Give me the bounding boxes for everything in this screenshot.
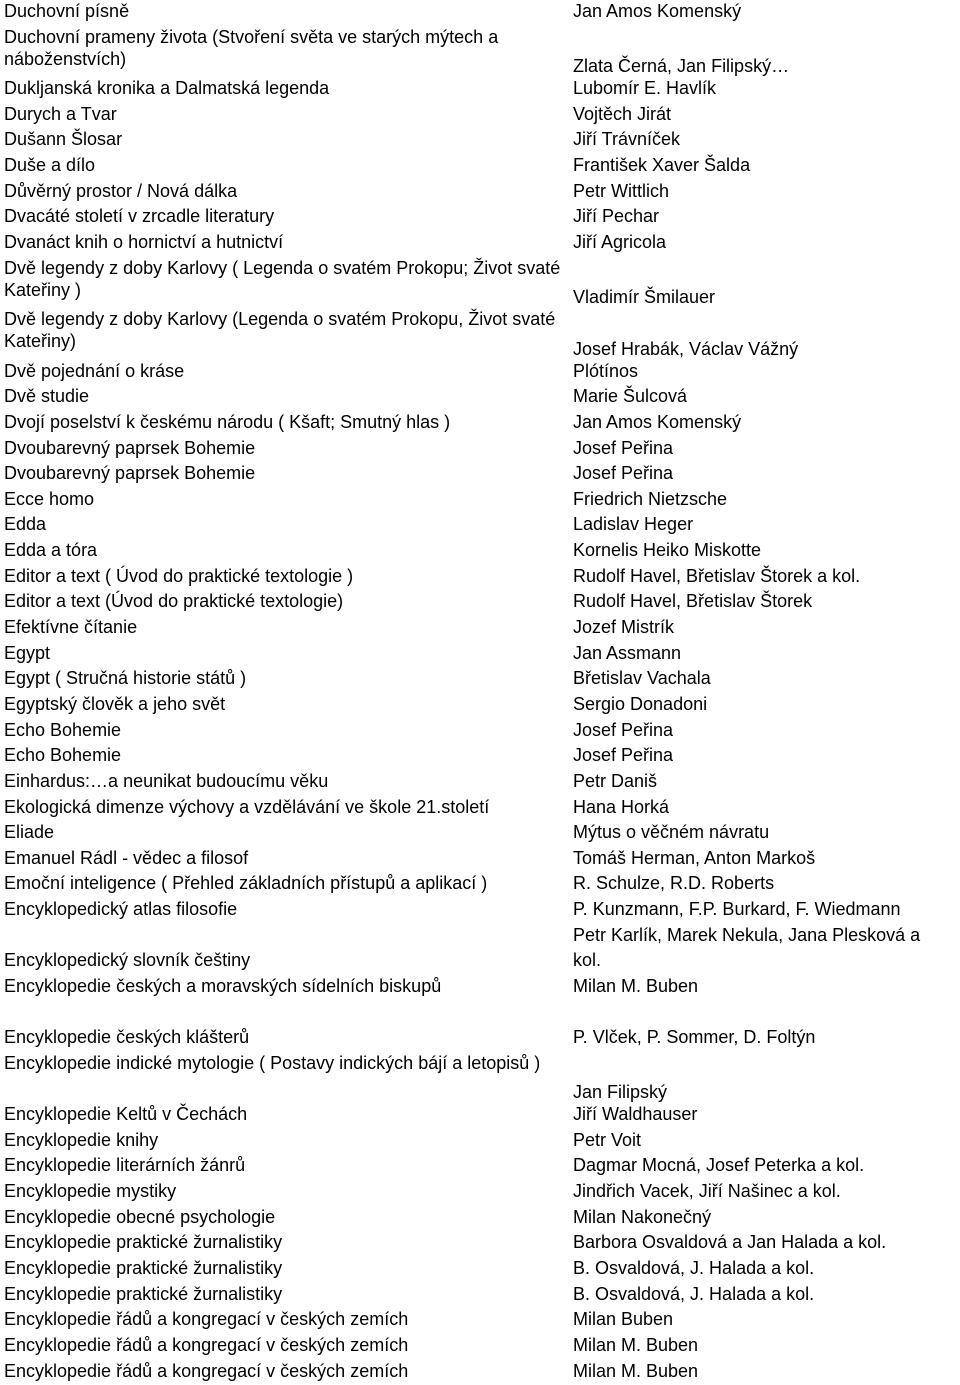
book-title: Dvě studie <box>4 386 90 407</box>
list-row <box>4 1103 960 1129</box>
book-title: Encyklopedický slovník češtiny <box>4 950 251 971</box>
book-title: Dvě legendy z doby Karlovy (Legenda o svatém Prokopu, Život svaté Kateřiny) <box>4 309 556 352</box>
book-title: Durych a Tvar <box>4 103 117 124</box>
list-row <box>4 1154 960 1180</box>
book-title: Ecce homo <box>4 488 95 509</box>
list-row <box>4 667 960 693</box>
list-row <box>4 1231 960 1257</box>
list-row <box>4 103 960 129</box>
book-title: Encyklopedie českých a moravských sídelních biskupů <box>4 976 442 996</box>
list-row <box>4 821 960 847</box>
book-title: Edda <box>4 514 47 535</box>
book-author: Ladislav Heger <box>573 514 694 535</box>
book-author: Rudolf Havel, Břetislav Štorek <box>573 591 813 612</box>
book-title: Duchovní písně <box>4 1 130 21</box>
book-title: Encyklopedie obecné psychologie <box>4 1206 276 1227</box>
book-author: Josef Peřina <box>573 463 674 484</box>
book-author: Milan Nakonečný <box>573 1206 712 1227</box>
book-title: Encyklopedie praktické žurnalistiky <box>4 1232 283 1253</box>
list-row <box>4 26 960 78</box>
book-title: Editor a text (Úvod do praktické textologie) <box>4 591 344 612</box>
book-title: Dušann Šlosar <box>4 129 123 150</box>
list-row <box>4 1206 960 1232</box>
list-row <box>4 513 960 539</box>
book-title: Dvanáct knih o hornictví a hutnictví <box>4 231 284 252</box>
book-author: R. Schulze, R.D. Roberts <box>573 873 775 894</box>
book-title: Důvěrný prostor / Nová dálka <box>4 180 238 201</box>
book-author: Josef Peřina <box>573 437 674 458</box>
book-author: Petr Daniš <box>573 770 658 791</box>
book-title: Duchovní prameny života (Stvoření světa ve starých mýtech a náboženstvích) <box>4 26 499 69</box>
list-row <box>4 360 960 386</box>
book-title: Encyklopedie řádů a kongregací v českých zemích <box>4 1309 409 1330</box>
book-title: Encyklopedie indické mytologie ( Postavy indických bájí a letopisů ) <box>4 1052 541 1073</box>
book-author: B. Osvaldová, J. Halada a kol. <box>573 1283 815 1304</box>
book-author: Plótínos <box>573 360 639 381</box>
list-row <box>4 975 960 1001</box>
book-title: Encyklopedie praktické žurnalistiky <box>4 1257 283 1278</box>
book-author: Josef Peřina <box>573 745 674 766</box>
list-row <box>4 0 960 26</box>
book-author: kol. <box>573 950 602 971</box>
book-author: Vladimír Šmilauer <box>573 287 716 308</box>
list-row <box>4 385 960 411</box>
book-title: Encyklopedie Keltů v Čechách <box>4 1104 248 1125</box>
book-author: Milan M. Buben <box>573 1360 699 1381</box>
list-row <box>4 77 960 103</box>
book-author: Barbora Osvaldová a Jan Halada a kol. <box>573 1232 887 1253</box>
book-author: Jiří Agricola <box>573 231 667 252</box>
book-title: Efektívne čítanie <box>4 617 138 638</box>
book-title: Dvoubarevný paprsek Bohemie <box>4 463 256 484</box>
book-author: Petr Voit <box>573 1129 642 1150</box>
book-author: Rudolf Havel, Břetislav Štorek a kol. <box>573 565 861 586</box>
book-title: Encyklopedie praktické žurnalistiky <box>4 1283 283 1304</box>
list-row <box>4 539 960 565</box>
list-row <box>4 1283 960 1309</box>
book-author: Josef Peřina <box>573 719 674 740</box>
book-author: Jan Amos Komenský <box>573 1 742 21</box>
list-row <box>4 847 960 873</box>
list-row <box>4 180 960 206</box>
book-author: Břetislav Vachala <box>573 668 711 689</box>
book-title: Encyklopedie mystiky <box>4 1181 177 1202</box>
book-author: Friedrich Nietzsche <box>573 488 728 509</box>
book-author: Milan M. Buben <box>573 1334 699 1355</box>
list-row <box>4 744 960 770</box>
list-row <box>4 1334 960 1360</box>
list-row <box>4 872 960 898</box>
list-row <box>4 1052 960 1104</box>
book-author: Tomáš Herman, Anton Markoš <box>573 847 816 868</box>
list-row <box>4 719 960 745</box>
book-author: Zlata Černá, Jan Filipský… <box>573 56 790 77</box>
list-row <box>4 1308 960 1334</box>
book-title: Echo Bohemie <box>4 719 122 740</box>
list-row <box>4 1026 960 1052</box>
book-author: Petr Karlík, Marek Nekula, Jana Plesková a <box>573 924 921 945</box>
book-title: Eliade <box>4 822 55 843</box>
book-author: Jindřich Vacek, Jiří Našinec a kol. <box>573 1181 841 1202</box>
list-row <box>4 1129 960 1155</box>
list-row <box>4 796 960 822</box>
list-row <box>4 462 960 488</box>
list-row <box>4 1001 960 1027</box>
book-author: Marie Šulcová <box>573 386 688 407</box>
book-title: Dvě legendy z doby Karlovy ( Legenda o svatém Prokopu; Život svaté Kateřiny ) <box>4 257 561 300</box>
list-row <box>4 693 960 719</box>
list-row <box>4 205 960 231</box>
list-row <box>4 770 960 796</box>
book-title: Dvě pojednání o kráse <box>4 360 185 381</box>
book-author: P. Kunzmann, F.P. Burkard, F. Wiedmann <box>573 899 901 920</box>
list-row <box>4 231 960 257</box>
book-author: Vojtěch Jirát <box>573 103 672 124</box>
book-title: Editor a text ( Úvod do praktické textologie ) <box>4 565 354 586</box>
book-author: Jan Assmann <box>573 642 682 663</box>
book-author: Jan Amos Komenský <box>573 411 742 432</box>
book-title: Encyklopedie literárních žánrů <box>4 1155 246 1176</box>
book-title: Encyklopedický atlas filosofie <box>4 899 238 920</box>
list-row <box>4 590 960 616</box>
book-title: Dvoubarevný paprsek Bohemie <box>4 437 256 458</box>
list-row <box>4 1257 960 1283</box>
list-row <box>4 437 960 463</box>
book-list <box>4 0 960 1385</box>
list-row <box>4 565 960 591</box>
book-author: Josef Hrabák, Václav Vážný <box>573 338 799 359</box>
list-row <box>4 1180 960 1206</box>
book-author: Hana Horká <box>573 796 670 817</box>
book-author: Jiří Waldhauser <box>573 1104 698 1125</box>
book-author: Petr Wittlich <box>573 180 670 201</box>
list-row <box>4 898 960 924</box>
book-title: Encyklopedie českých klášterů <box>4 1027 250 1048</box>
book-author: Jan Filipský <box>573 1082 668 1103</box>
book-title: Dukljanská kronika a Dalmatská legenda <box>4 78 330 99</box>
list-row <box>4 949 960 975</box>
book-title: Ekologická dimenze výchovy a vzdělávání ve škole 21.století <box>4 796 490 817</box>
book-title: Egypt ( Stručná historie států ) <box>4 668 247 689</box>
book-title: Encyklopedie řádů a kongregací v českých zemích <box>4 1334 409 1355</box>
list-row <box>4 1360 960 1385</box>
book-author: Kornelis Heiko Miskotte <box>573 540 762 561</box>
book-author: Sergio Donadoni <box>573 693 708 714</box>
book-title: Einhardus:…a neunikat budoucímu věku <box>4 770 329 791</box>
list-row <box>4 308 960 360</box>
list-row <box>4 616 960 642</box>
book-title: Egypt <box>4 642 51 663</box>
book-author: Dagmar Mocná, Josef Peterka a kol. <box>573 1155 865 1176</box>
book-author: Milan Buben <box>573 1309 674 1330</box>
book-author: František Xaver Šalda <box>573 155 751 176</box>
list-row <box>4 154 960 180</box>
book-author: Lubomír E. Havlík <box>573 78 717 99</box>
book-author: P. Vlček, P. Sommer, D. Foltýn <box>573 1027 816 1048</box>
list-row <box>4 257 960 309</box>
list-row <box>4 488 960 514</box>
list-row <box>4 642 960 668</box>
book-author: Jiří Pechar <box>573 206 660 227</box>
book-title: Echo Bohemie <box>4 745 122 766</box>
book-title: Encyklopedie řádů a kongregací v českých zemích <box>4 1360 409 1381</box>
list-row <box>4 128 960 154</box>
list-row <box>4 924 960 950</box>
book-title: Dvacáté století v zrcadle literatury <box>4 206 275 227</box>
book-title: Emanuel Rádl - vědec a filosof <box>4 847 249 868</box>
book-title: Dvojí poselství k českému národu ( Kšaft; Smutný hlas ) <box>4 411 451 432</box>
list-row <box>4 411 960 437</box>
book-author: Milan M. Buben <box>573 976 699 996</box>
book-title: Edda a tóra <box>4 540 98 561</box>
book-title: Egyptský člověk a jeho svět <box>4 693 226 714</box>
book-title: Encyklopedie knihy <box>4 1129 159 1150</box>
book-title: Duše a dílo <box>4 155 96 176</box>
book-author: Mýtus o věčném návratu <box>573 822 770 843</box>
book-author: Jozef Mistrík <box>573 617 675 638</box>
book-author: B. Osvaldová, J. Halada a kol. <box>573 1257 815 1278</box>
book-author: Jiří Trávníček <box>573 129 681 150</box>
book-title: Emoční inteligence ( Přehled základních přístupů a aplikací ) <box>4 873 488 894</box>
